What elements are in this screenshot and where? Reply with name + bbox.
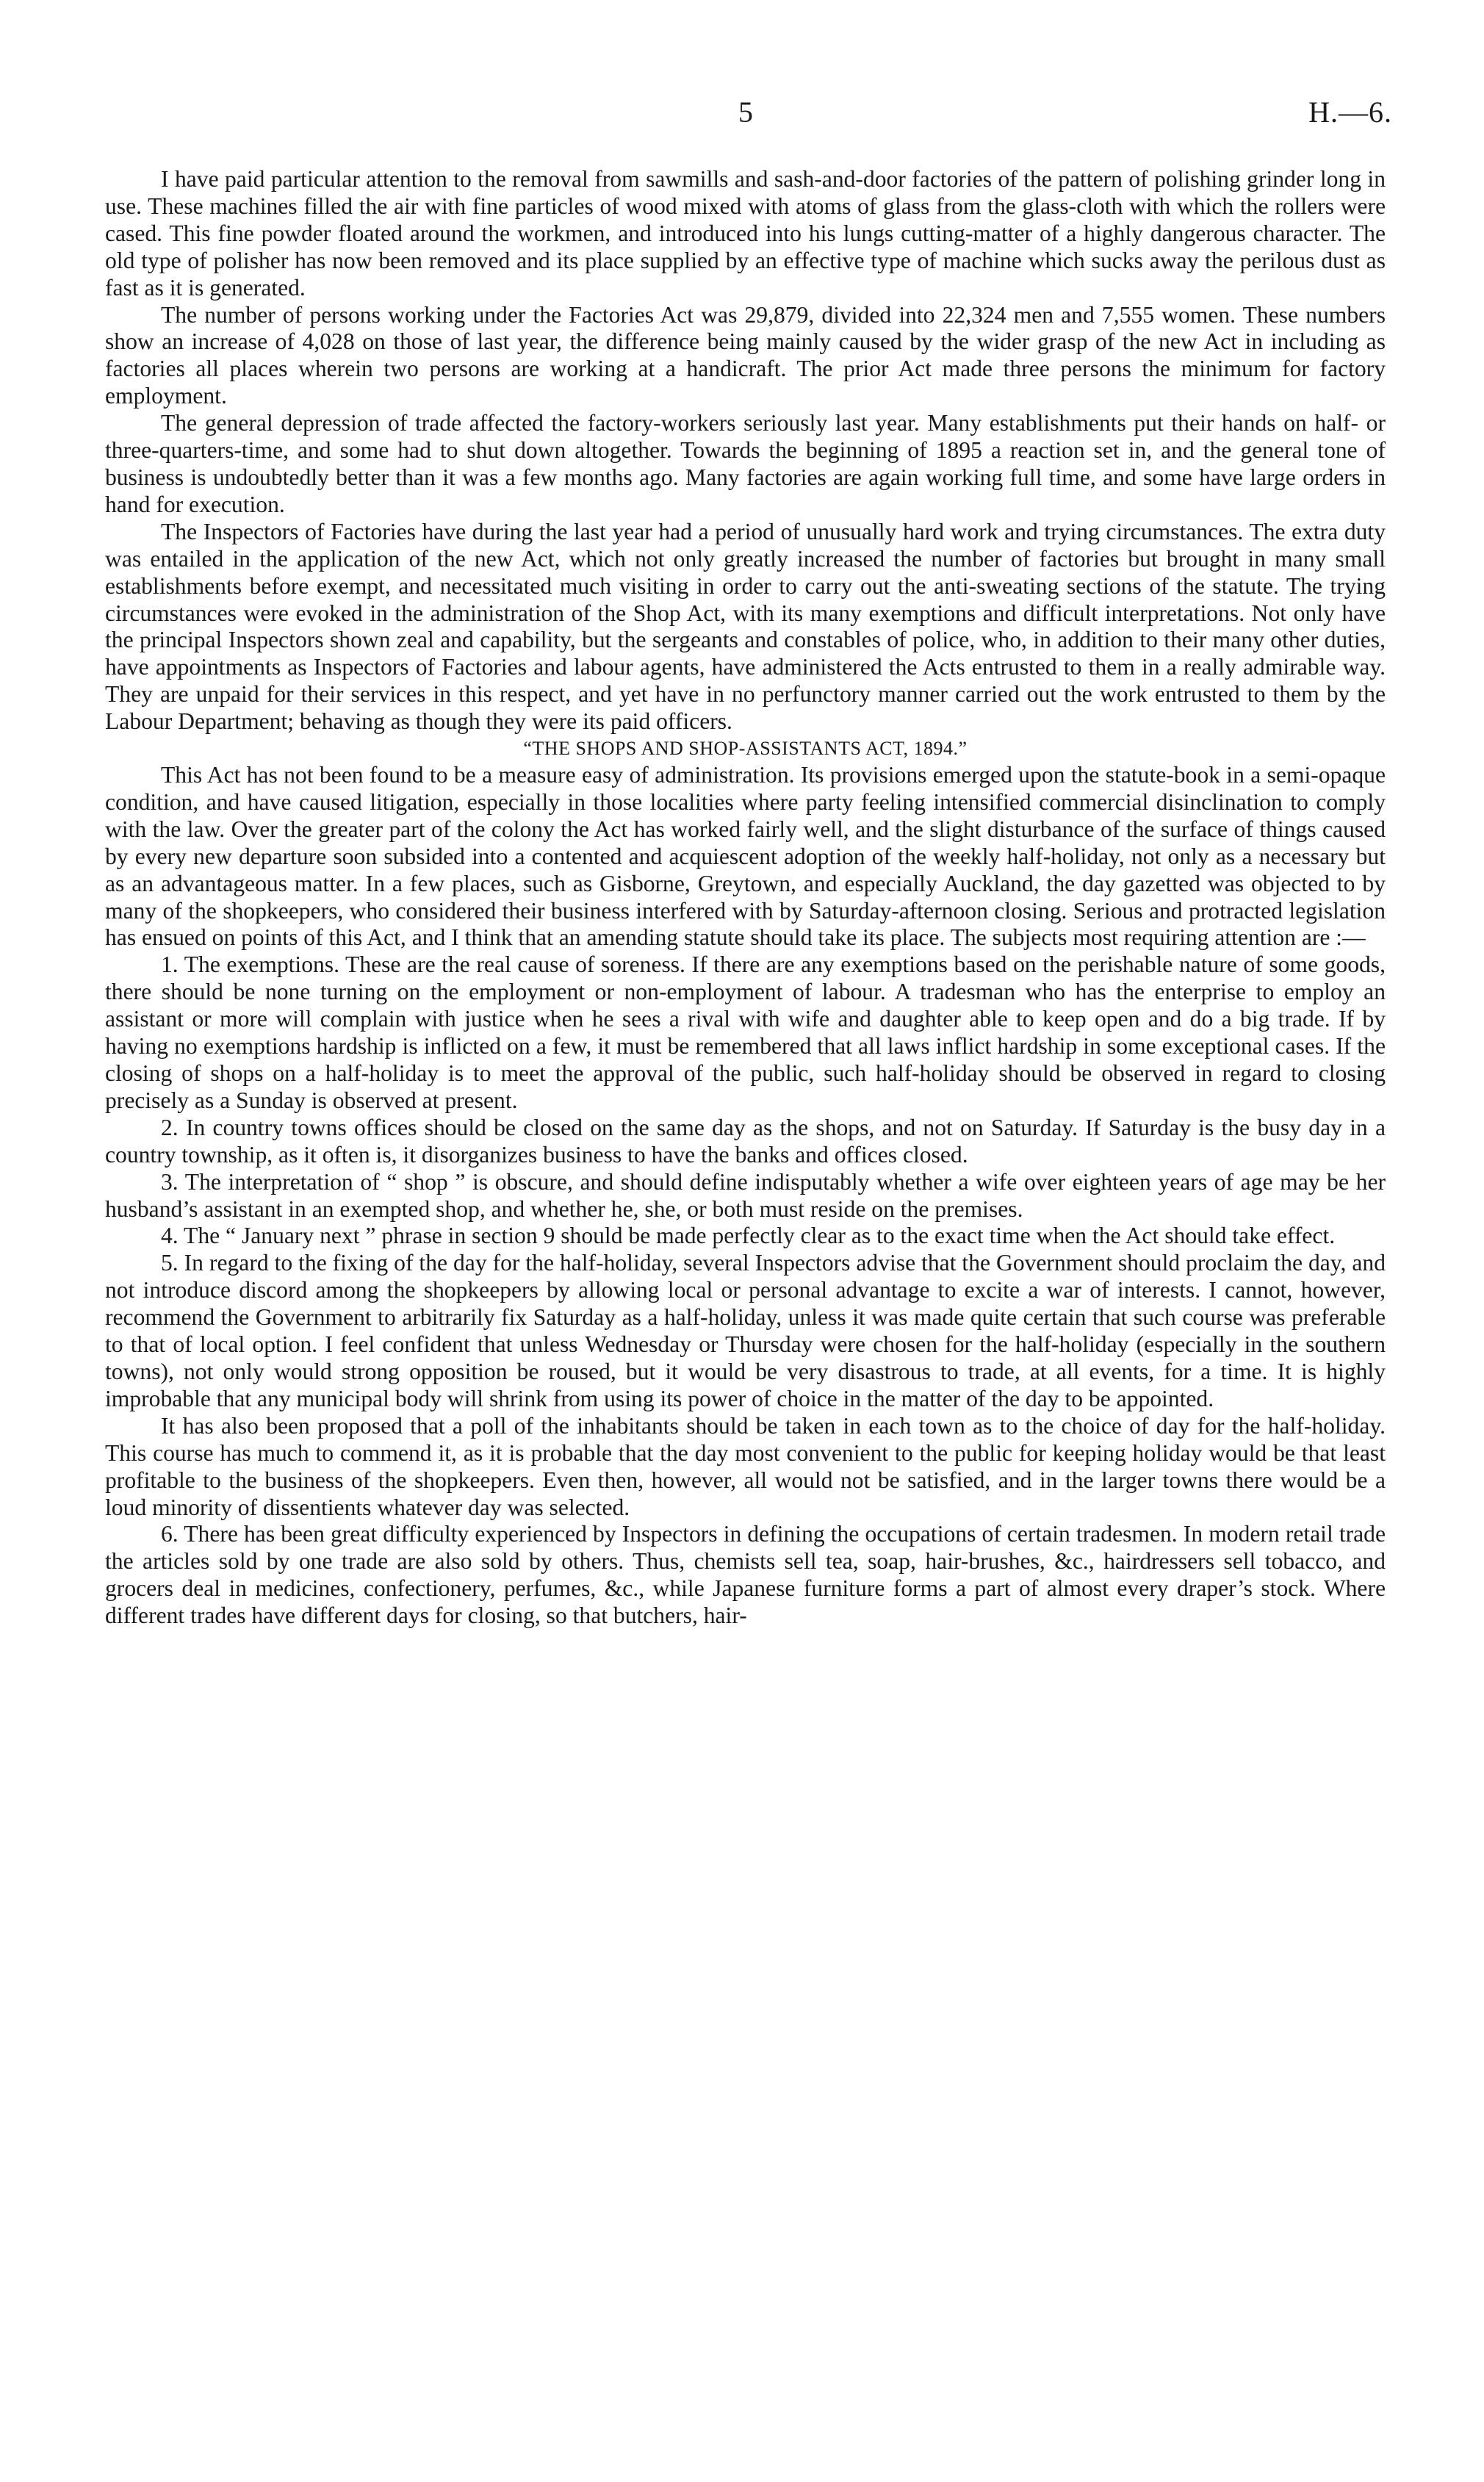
document-reference: H.—6. bbox=[1308, 96, 1392, 129]
paragraph-item-exemptions: 1. The exemptions. These are the real cause of soreness. If there are any exemptions based on the perishable nature of some goods, there should be none turning on the employment or non-employment of labour. A tradesman who has the enterprise to employ an assistant or more will complain with justice when he sees a rival with wife and daughter able to keep open and do a big trade. If by having no exemptions hardship is inflicted on a few, it must be remembered that all laws inflict hardship in some exceptional cases. If the closing of shops on a half-holiday is to meet the approval of the public, such half-holiday should be observed in regard to closing precisely as a Sunday is observed at present. bbox=[105, 952, 1386, 1113]
paragraph-item-january-next: 4. The “ January next ” phrase in section 9 should be made perfectly clear as to the exact time when the Act should take effect. bbox=[161, 1223, 1336, 1249]
paragraph-sawmill-polishers: I have paid particular attention to the removal from sawmills and sash-and-door factories of the pattern of polishing grinder long in use. These machines filled the air with fine particles of wood mixed with atoms of glass from the glass-cloth with which the rollers were cased. This fine powder floated around the workmen, and introduced into his lungs cutting-matter of a highly dangerous character. The old type of polisher has now been removed and its place supplied by an effective type of machine which sucks away the perilous dust as fast as it is generated. bbox=[105, 166, 1386, 301]
page-header bbox=[0, 94, 1484, 138]
paragraph-poll-of-inhabitants: It has also been proposed that a poll of the inhabitants should be taken in each town as to the choice of day for the half-holiday. This course has much to commend it, as it is probable that the day most convenient to the public for keeping holiday would be that least profitable to the business of the shopkeepers. Even then, however, all would not be satisfied, and in the larger towns there would be a loud minority of dissentients whatever day was selected. bbox=[105, 1412, 1386, 1520]
paragraph-trade-depression: The general depression of trade affected the factory-workers seriously last year. Many establishments put their hands on half- or three-quarters-time, and some had to shut down altogether. Towards the beginning of 1895 a reaction set in, and the general tone of business is undoubtedly better than it was a few months ago. Many factories are again working full time, and some have large orders in hand for execution. bbox=[105, 410, 1386, 517]
paragraph-item-half-holiday-day: 5. In regard to the fixing of the day for the half-holiday, several Inspectors advise that the Government should proclaim the day, and not introduce discord among the shopkeepers by allowing local or personal advantage to excite a war of interests. I cannot, however, recommend the Government to arbitrarily fix Saturday as a half-holiday, unless it was made quite certain that such course was preferable to that of local option. I feel confident that unless Wednesday or Thursday were chosen for the half-holiday (especially in the southern towns), not only would strong opposition be roused, but it would be very disastrous to trade, at all events, for a time. It is highly improbable that any municipal body will shrink from using its power of choice in the matter of the day to be appointed. bbox=[105, 1250, 1386, 1411]
paragraph-act-administration: This Act has not been found to be a measure easy of administration. Its provisions emerged upon the statute-book in a semi-opaque condition, and have caused litigation, especially in those localities where party feeling intensified commercial disinclination to comply with the law. Over the greater part of the colony the Act has worked fairly well, and the slight disturbance of the surface of things caused by every new departure soon subsided into a contented and acquiescent adoption of the weekly half-holiday, not only as a necessary but as an advantageous matter. In a few places, such as Gisborne, Greytown, and especially Auckland, the day gazetted was objected to by many of the shopkeepers, who considered their business interfered with by Saturday-afternoon closing. Serious and protracted legislation has ensued on points of this Act, and I think that an amending statute should take its place. The subjects most requiring attention are :— bbox=[105, 762, 1386, 951]
paragraph-item-country-offices: 2. In country towns offices should be closed on the same day as the shops, and not on Saturday. If Saturday is the busy day in a country township, as it often is, it disorganizes business to have the banks and offices closed. bbox=[105, 1114, 1386, 1168]
paragraph-inspectors-work: The Inspectors of Factories have during the last year had a period of unusually hard work and trying circumstances. The extra duty was entailed in the application of the new Act, which not only greatly increased the number of factories but brought in many small establishments before exempt, and necessitated much visiting in order to carry out the anti-sweating sections of the statute. The trying circumstances were evoked in the administration of the Shop Act, with its many exemptions and difficult interpretations. Not only have the principal Inspectors shown zeal and capability, but the sergeants and constables of police, who, in addition to their many other duties, have appointments as Inspectors of Factories and labour agents, have administered the Acts entrusted to them in a really admirable way. They are unpaid for their services in this respect, and yet have in no perfunctory manner carried out the work entrusted to them by the Labour Department; behaving as though they were its paid officers. bbox=[105, 518, 1386, 735]
page-number: 5 bbox=[738, 96, 753, 129]
paragraph-item-trade-definitions: 6. There has been great difficulty experienced by Inspectors in defining the occupations of certain tradesmen. In modern retail trade the articles sold by one trade are also sold by others. Thus, chemists sell tea, soap, hair-brushes, &c., hairdressers sell tobacco, and grocers deal in medicines, confectionery, perfumes, &c., while Japanese furniture forms a part of almost every draper’s stock. Where different trades have different days for closing, so that butchers, hair- bbox=[105, 1521, 1386, 1629]
paragraph-item-shop-interpretation: 3. The interpretation of “ shop ” is obscure, and should define indisputably whether a wife over eighteen years of age may be her husband’s assistant in an exempted shop, and whether he, she, or both must reside on the premises. bbox=[105, 1168, 1386, 1222]
report-body bbox=[105, 166, 1386, 1630]
section-heading-shops-act: “THE SHOPS AND SHOP-ASSISTANTS ACT, 1894.” bbox=[523, 738, 968, 760]
paragraph-factory-workers-count: The number of persons working under the Factories Act was 29,879, divided into 22,324 men and 7,555 women. These numbers show an increase of 4,028 on those of last year, the difference being mainly caused by the wider grasp of the new Act in including as factories all places wherein two persons are working at a handicraft. The prior Act made three persons the minimum for factory employment. bbox=[105, 301, 1386, 409]
